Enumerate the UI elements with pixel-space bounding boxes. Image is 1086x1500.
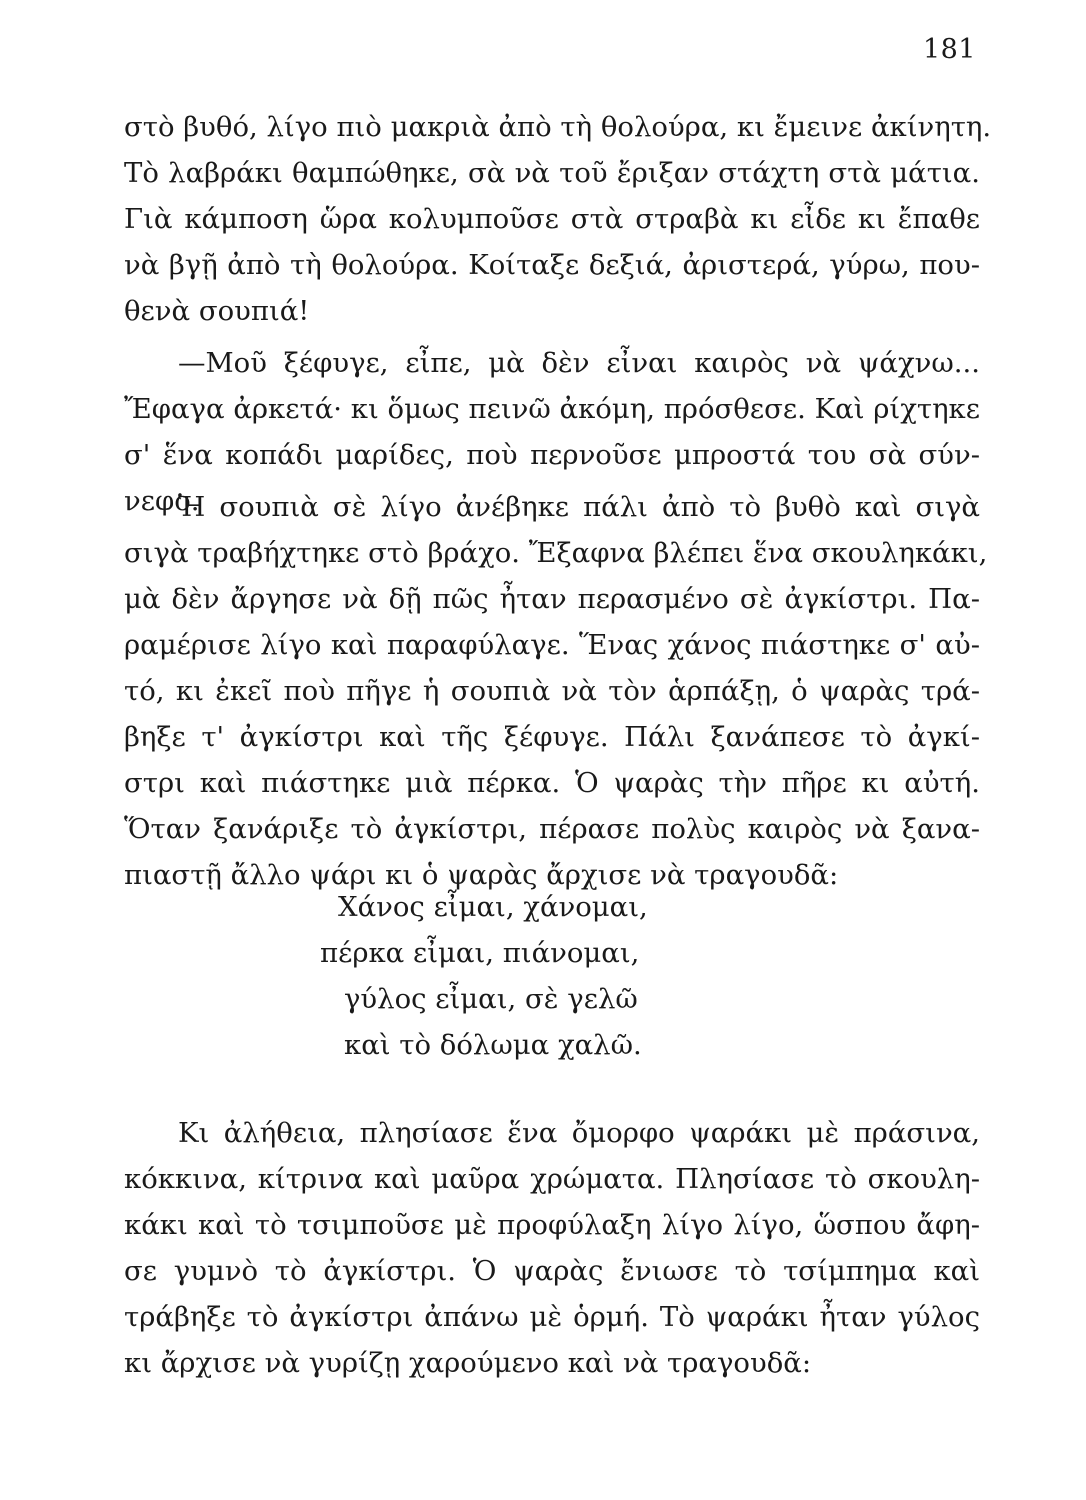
text-line: Γιὰ κάμποση ὥρα κολυμποῦσε στὰ στραβὰ κι εἶδε κι ἔπαθε: [124, 203, 980, 235]
paragraph-3: [124, 484, 988, 898]
page-number: 181: [922, 34, 976, 65]
text-line: σ' ἕνα κοπάδι μαρίδες, ποὺ περνοῦσε μπροστά του σὰ σύν-: [124, 439, 980, 471]
text-line: κάκι καὶ τὸ τσιμποῦσε μὲ προφύλαξη λίγο λίγο, ὥσπου ἄφη-: [124, 1209, 980, 1241]
poem-verse: Χάνος εἶμαι, χάνομαι,: [338, 891, 648, 923]
text-line: τό, κι ἐκεῖ ποὺ πῆγε ἡ σουπιὰ νὰ τὸν ἁρπάξῃ, ὁ ψαρὰς τρά-: [124, 675, 980, 707]
text-line: βηξε τ' ἀγκίστρι καὶ τῆς ξέφυγε. Πάλι ξανάπεσε τὸ ἀγκί-: [124, 721, 980, 753]
text-line: σιγὰ τραβήχτηκε στὸ βράχο. Ἔξαφνα βλέπει ἕνα σκουληκάκι,: [124, 537, 988, 569]
text-line: στρι καὶ πιάστηκε μιὰ πέρκα. Ὁ ψαρὰς τὴν πῆρε κι αὐτή.: [124, 767, 980, 799]
poem-verse: καὶ τὸ δόλωμα χαλῶ.: [344, 1029, 642, 1061]
text-line: κόκκινα, κίτρινα καὶ μαῦρα χρώματα. Πλησίασε τὸ σκουλη-: [124, 1163, 980, 1195]
poem-verse: πέρκα εἶμαι, πιάνομαι,: [320, 937, 640, 969]
text-line: Τὸ λαβράκι θαμπώθηκε, σὰ νὰ τοῦ ἔριξαν στάχτη στὰ μάτια.: [124, 157, 980, 189]
text-line: Ἡ σουπιὰ σὲ λίγο ἀνέβηκε πάλι ἀπὸ τὸ βυθὸ καὶ σιγὰ: [178, 491, 980, 523]
text-line: νὰ βγῇ ἀπὸ τὴ θολούρα. Κοίταξε δεξιά, ἀριστερά, γύρω, που-: [124, 249, 980, 281]
paragraph-1: [124, 104, 992, 334]
text-line: πιαστῇ ἄλλο ψάρι κι ὁ ψαρὰς ἄρχισε νὰ τραγουδᾶ:: [124, 859, 839, 891]
paragraph-4: [124, 1110, 980, 1386]
poem: [124, 884, 980, 1068]
text-line: νεφο.: [124, 485, 200, 517]
text-line: Ὅταν ξανάριξε τὸ ἀγκίστρι, πέρασε πολὺς καιρὸς νὰ ξανα-: [124, 813, 980, 845]
poem-verse: γύλος εἶμαι, σὲ γελῶ: [344, 983, 638, 1015]
text-line: —Μοῦ ξέφυγε, εἶπε, μὰ δὲν εἶναι καιρὸς νὰ ψάχνω...: [178, 347, 980, 379]
text-line: μὰ δὲν ἄργησε νὰ δῇ πῶς ἦταν περασμένο σὲ ἀγκίστρι. Πα-: [124, 583, 980, 615]
text-line: θενὰ σουπιά!: [124, 295, 310, 327]
text-line: σε γυμνὸ τὸ ἀγκίστρι. Ὁ ψαρὰς ἔνιωσε τὸ τσίμπημα καὶ: [124, 1255, 980, 1287]
text-line: στὸ βυθό, λίγο πιὸ μακριὰ ἀπὸ τὴ θολούρα, κι ἔμεινε ἀκίνητη.: [124, 111, 992, 143]
text-line: Ἔφαγα ἀρκετά· κι ὅμως πεινῶ ἀκόμη, πρόσθεσε. Καὶ ρίχτηκε: [124, 393, 980, 425]
text-line: κι ἄρχισε νὰ γυρίζῃ χαρούμενο καὶ νὰ τραγουδᾶ:: [124, 1347, 812, 1379]
text-line: τράβηξε τὸ ἀγκίστρι ἀπάνω μὲ ὁρμή. Τὸ ψαράκι ἦταν γύλος: [124, 1301, 980, 1333]
text-line: Κι ἀλήθεια, πλησίασε ἕνα ὄμορφο ψαράκι μὲ πράσινα,: [178, 1117, 980, 1149]
text-line: ραμέρισε λίγο καὶ παραφύλαγε. Ἕνας χάνος πιάστηκε σ' αὐ-: [124, 629, 980, 661]
